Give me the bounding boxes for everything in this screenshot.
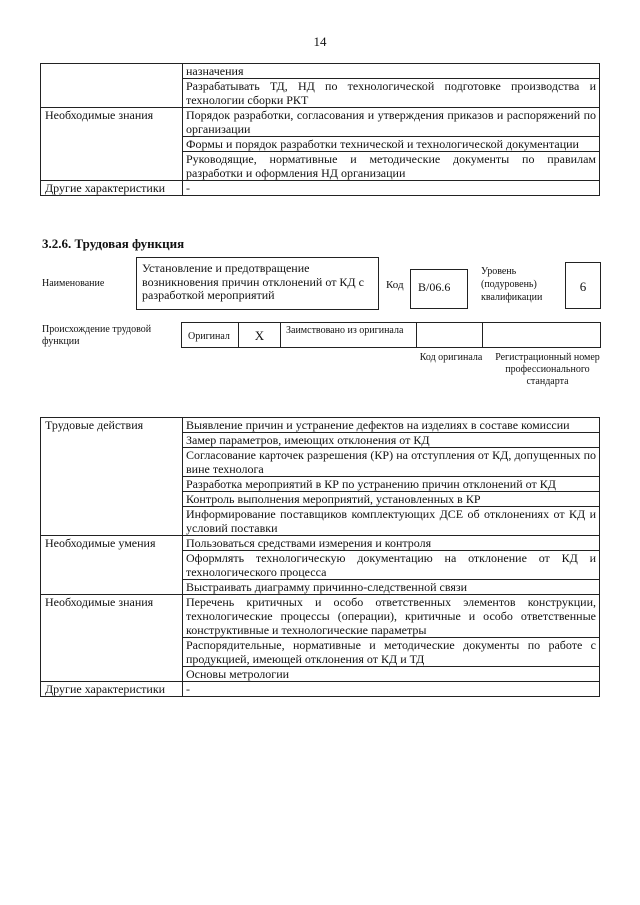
row-label: Необходимые знания <box>41 595 183 682</box>
table-row <box>41 682 600 697</box>
level-value-box: 6 <box>565 262 601 309</box>
row-label: Необходимые умения <box>41 536 183 595</box>
row-label: Другие характеристики <box>41 682 183 697</box>
table-cell: Перечень критичных и особо ответственных элементов конструкции, технологические процессы (операции), критичные и особо ответственные конструктивные и технологические параметры <box>183 595 600 638</box>
table-row <box>41 595 600 638</box>
table-cell: Выстраивать диаграмму причинно-следственной связи <box>183 580 600 595</box>
code-label: Код <box>386 279 404 291</box>
table-cell: Контроль выполнения мероприятий, установленных в КР <box>183 492 600 507</box>
top-table <box>40 63 600 196</box>
borrowed-label: Заимствовано из оригинала <box>281 323 417 347</box>
table-cell: Пользоваться средствами измерения и контроля <box>183 536 600 551</box>
table-row <box>41 181 600 196</box>
table-cell: Выявление причин и устранение дефектов на изделиях в составе комиссии <box>183 418 600 433</box>
function-name-box: Установление и предотвращение возникновения причин отклонений от КД с разработкой мероприятий <box>136 257 379 310</box>
original-label: Оригинал <box>182 323 239 347</box>
table-cell: Порядок разработки, согласования и утверждения приказов и распоряжений по организации <box>183 108 600 137</box>
code-original-cell <box>417 323 483 347</box>
table-row <box>41 108 600 137</box>
table-cell: Замер параметров, имеющих отклонения от КД <box>183 433 600 448</box>
original-mark: X <box>239 323 281 347</box>
table-cell: Руководящие, нормативные и методические документы по правилам разработки и оформления НД организации <box>183 152 600 181</box>
table-row <box>41 536 600 551</box>
code-value-box: B/06.6 <box>410 269 468 309</box>
row-label <box>41 64 183 108</box>
table-cell: Разрабатывать ТД, НД по технологической подготовке производства и технологии сборки РКТ <box>183 79 600 108</box>
table-cell: - <box>183 181 600 196</box>
row-label: Необходимые знания <box>41 108 183 181</box>
table-cell: Распорядительные, нормативные и методические документы по работе с продукцией, имеющей отклонения от КД и ТД <box>183 638 600 667</box>
table-row <box>41 418 600 433</box>
section-title: 3.2.6. Трудовая функция <box>42 236 185 251</box>
table-cell: назначения <box>183 64 600 79</box>
code-original-caption: Код оригинала <box>419 352 483 363</box>
table-cell: Разработка мероприятий в КР по устранению причин отклонений от КД <box>183 477 600 492</box>
origin-label: Происхождение трудовой функции <box>42 324 152 347</box>
table-cell: Согласование карточек разрешения (КР) на отступления от КД, допущенных по вине технолога <box>183 448 600 477</box>
table-cell: Оформлять технологическую документацию на отклонение от КД и технологического процесса <box>183 551 600 580</box>
origin-row <box>181 322 601 348</box>
page-number: 14 <box>313 34 327 49</box>
reg-number-cell <box>483 323 600 347</box>
reg-number-caption: Регистрационный номер профессионального стандарта <box>495 352 600 387</box>
table-cell: Основы метрологии <box>183 667 600 682</box>
table-cell: - <box>183 682 600 697</box>
table-cell: Информирование поставщиков комплектующих ДСЕ об отклонениях от КД и условий поставки <box>183 507 600 536</box>
name-label: Наименование <box>42 278 105 289</box>
row-label: Трудовые действия <box>41 418 183 536</box>
row-label: Другие характеристики <box>41 181 183 196</box>
main-table <box>40 417 600 697</box>
table-cell: Формы и порядок разработки технической и технологической документации <box>183 137 600 152</box>
level-label: Уровень (подуровень) квалификации <box>481 266 543 303</box>
table-row <box>41 64 600 79</box>
